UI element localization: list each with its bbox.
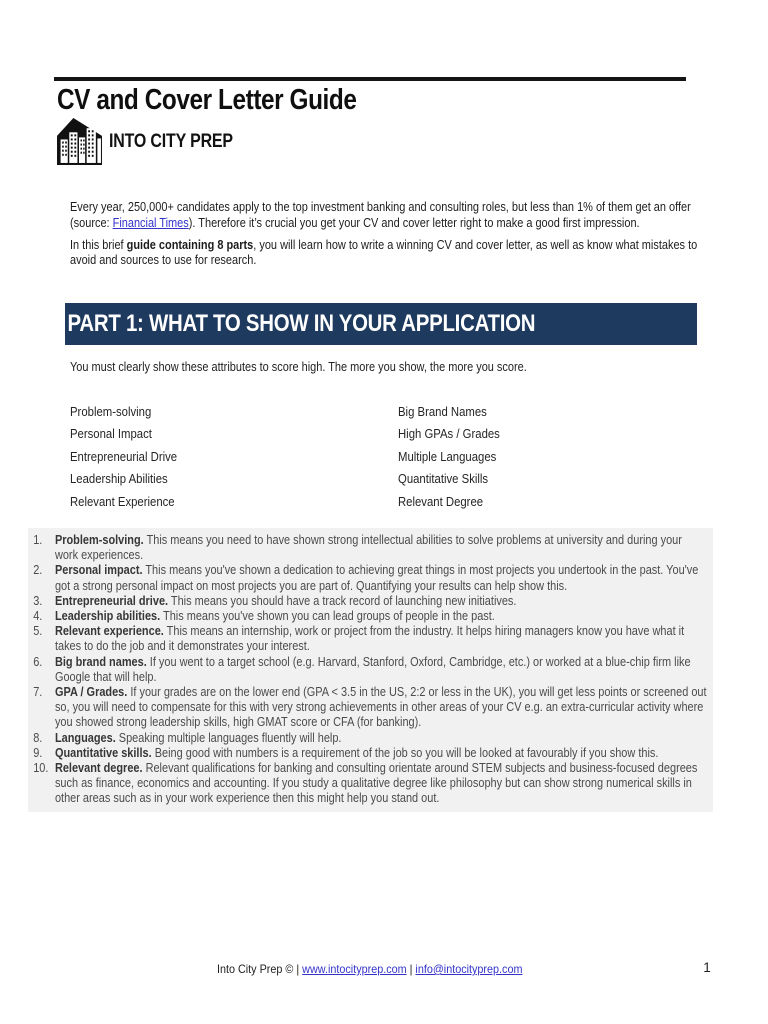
brand-logo — [57, 118, 256, 165]
list-item — [33, 655, 713, 685]
list-item-number: 2. — [33, 563, 43, 578]
footer-copyright: Into City Prep © | — [217, 962, 303, 976]
list-item-text: Quantitative skills. Being good with numbers is a requirement of the job so you will be looked at favourably if you show this. — [54, 745, 659, 760]
intro-paragraph-2: In this brief guide containing 8 parts, you will learn how to write a winning CV and cover letter, as well as know what mistakes to avoid and sources to use for research. — [70, 237, 698, 268]
list-item-text: Problem-solving. This means you need to have shown strong intellectual abilities to solve problems at university and during your work experiences. — [54, 533, 682, 563]
attribute-item: Multiple Languages — [398, 449, 497, 464]
list-item-text: Relevant experience. This means an internship, work or project from the industry. It helps hiring managers know you have what it takes to do the job and it demonstrates your interest. — [54, 624, 685, 654]
page-title: CV and Cover Letter Guide — [57, 84, 357, 116]
part1-heading: PART 1: WHAT TO SHOW IN YOUR APPLICATION — [67, 310, 536, 337]
list-item-number: 6. — [33, 654, 43, 669]
footer-email-link[interactable]: info@intocityprep.com — [415, 962, 523, 976]
list-item — [33, 746, 713, 761]
list-item — [33, 731, 713, 746]
attribute-item: Leadership Abilities — [70, 472, 168, 487]
title-divider-rule — [54, 77, 686, 81]
intro-section — [70, 200, 710, 275]
numbered-list-block — [28, 528, 713, 812]
list-item-text: GPA / Grades. If your grades are on the lower end (GPA < 3.5 in the US, 2:2 or less in the UK), you will get less points or screened out so, you will need to compensate for this with very strong achievements in other areas of your CV e.g. an extra-curricular activity where you showed strong leadership skills, high GMAT score or CFA (for banking). — [54, 685, 707, 730]
attributes-column-right — [398, 405, 511, 517]
attributes-columns — [70, 405, 714, 520]
brand-name: INTO CITY PREP — [109, 130, 233, 152]
city-buildings-icon — [57, 118, 102, 165]
list-item-number: 7. — [33, 685, 43, 700]
list-item — [33, 685, 713, 731]
list-item — [33, 594, 713, 609]
list-item-text: Languages. Speaking multiple languages fluently will help. — [54, 730, 342, 745]
attribute-item: Big Brand Names — [398, 405, 487, 419]
list-item — [33, 563, 713, 593]
list-item — [33, 624, 713, 654]
attribute-item: High GPAs / Grades — [398, 427, 500, 442]
list-item — [33, 761, 713, 807]
intro-paragraph-1: Every year, 250,000+ candidates apply to the top investment banking and consulting roles, but less than 1% of them get an offer (source: Financial Times). Therefore it’s crucial you get your CV and cover letter right to make a good first impression. — [70, 200, 691, 230]
list-item-text: Personal impact. This means you've shown a dedication to achieving great things in most projects you undertook in the past. You've got a strong personal impact on most projects you are part of. Quantifying your results can help show this. — [54, 563, 699, 593]
list-item-number: 4. — [33, 609, 43, 624]
attribute-item: Quantitative Skills — [398, 472, 489, 487]
list-item-text: Leadership abilities. This means you've shown you can lead groups of people in the past. — [54, 609, 495, 624]
list-item — [33, 533, 713, 563]
list-item-number: 5. — [33, 624, 43, 639]
list-item-number: 3. — [33, 593, 43, 608]
list-item-text: Entrepreneurial drive. This means you should have a track record of launching new initiatives. — [54, 593, 517, 608]
attributes-column-left — [70, 405, 189, 517]
list-item — [33, 609, 713, 624]
attribute-item: Problem-solving — [70, 405, 152, 419]
attribute-item: Relevant Degree — [398, 494, 484, 509]
part1-lead-text: You must clearly show these attributes to score high. The more you show, the more you score. — [70, 360, 527, 374]
list-item-text: Relevant degree. Relevant qualifications for banking and consulting orientate around STEM subjects and business-focused degrees such as finance, economics and accounting. If you study a qualitative degree like philosophy but can show strong numerical skills in other areas such as in your work experience then this might help you stand out. — [54, 761, 698, 806]
footer: Into City Prep © | www.intocityprep.com | info@intocityprep.com — [217, 962, 523, 976]
page-number: 1 — [703, 960, 711, 975]
attribute-item: Relevant Experience — [70, 494, 175, 509]
attribute-item: Entrepreneurial Drive — [70, 449, 178, 464]
numbered-list — [28, 528, 713, 807]
list-item-text: Big brand names. If you went to a target school (e.g. Harvard, Stanford, Oxford, Cambridge, etc.) or worked at a blue-chip firm like Google that will help. — [54, 654, 691, 684]
footer-website-link[interactable]: www.intocityprep.com — [302, 962, 407, 976]
attribute-item: Personal Impact — [70, 427, 152, 442]
list-item-number: 8. — [33, 730, 43, 745]
list-item-number: 1. — [33, 533, 43, 547]
list-item-number: 9. — [33, 745, 43, 760]
list-item-number: 10. — [33, 761, 49, 776]
part1-heading-banner — [65, 303, 697, 345]
financial-times-link[interactable]: Financial Times — [112, 215, 189, 230]
